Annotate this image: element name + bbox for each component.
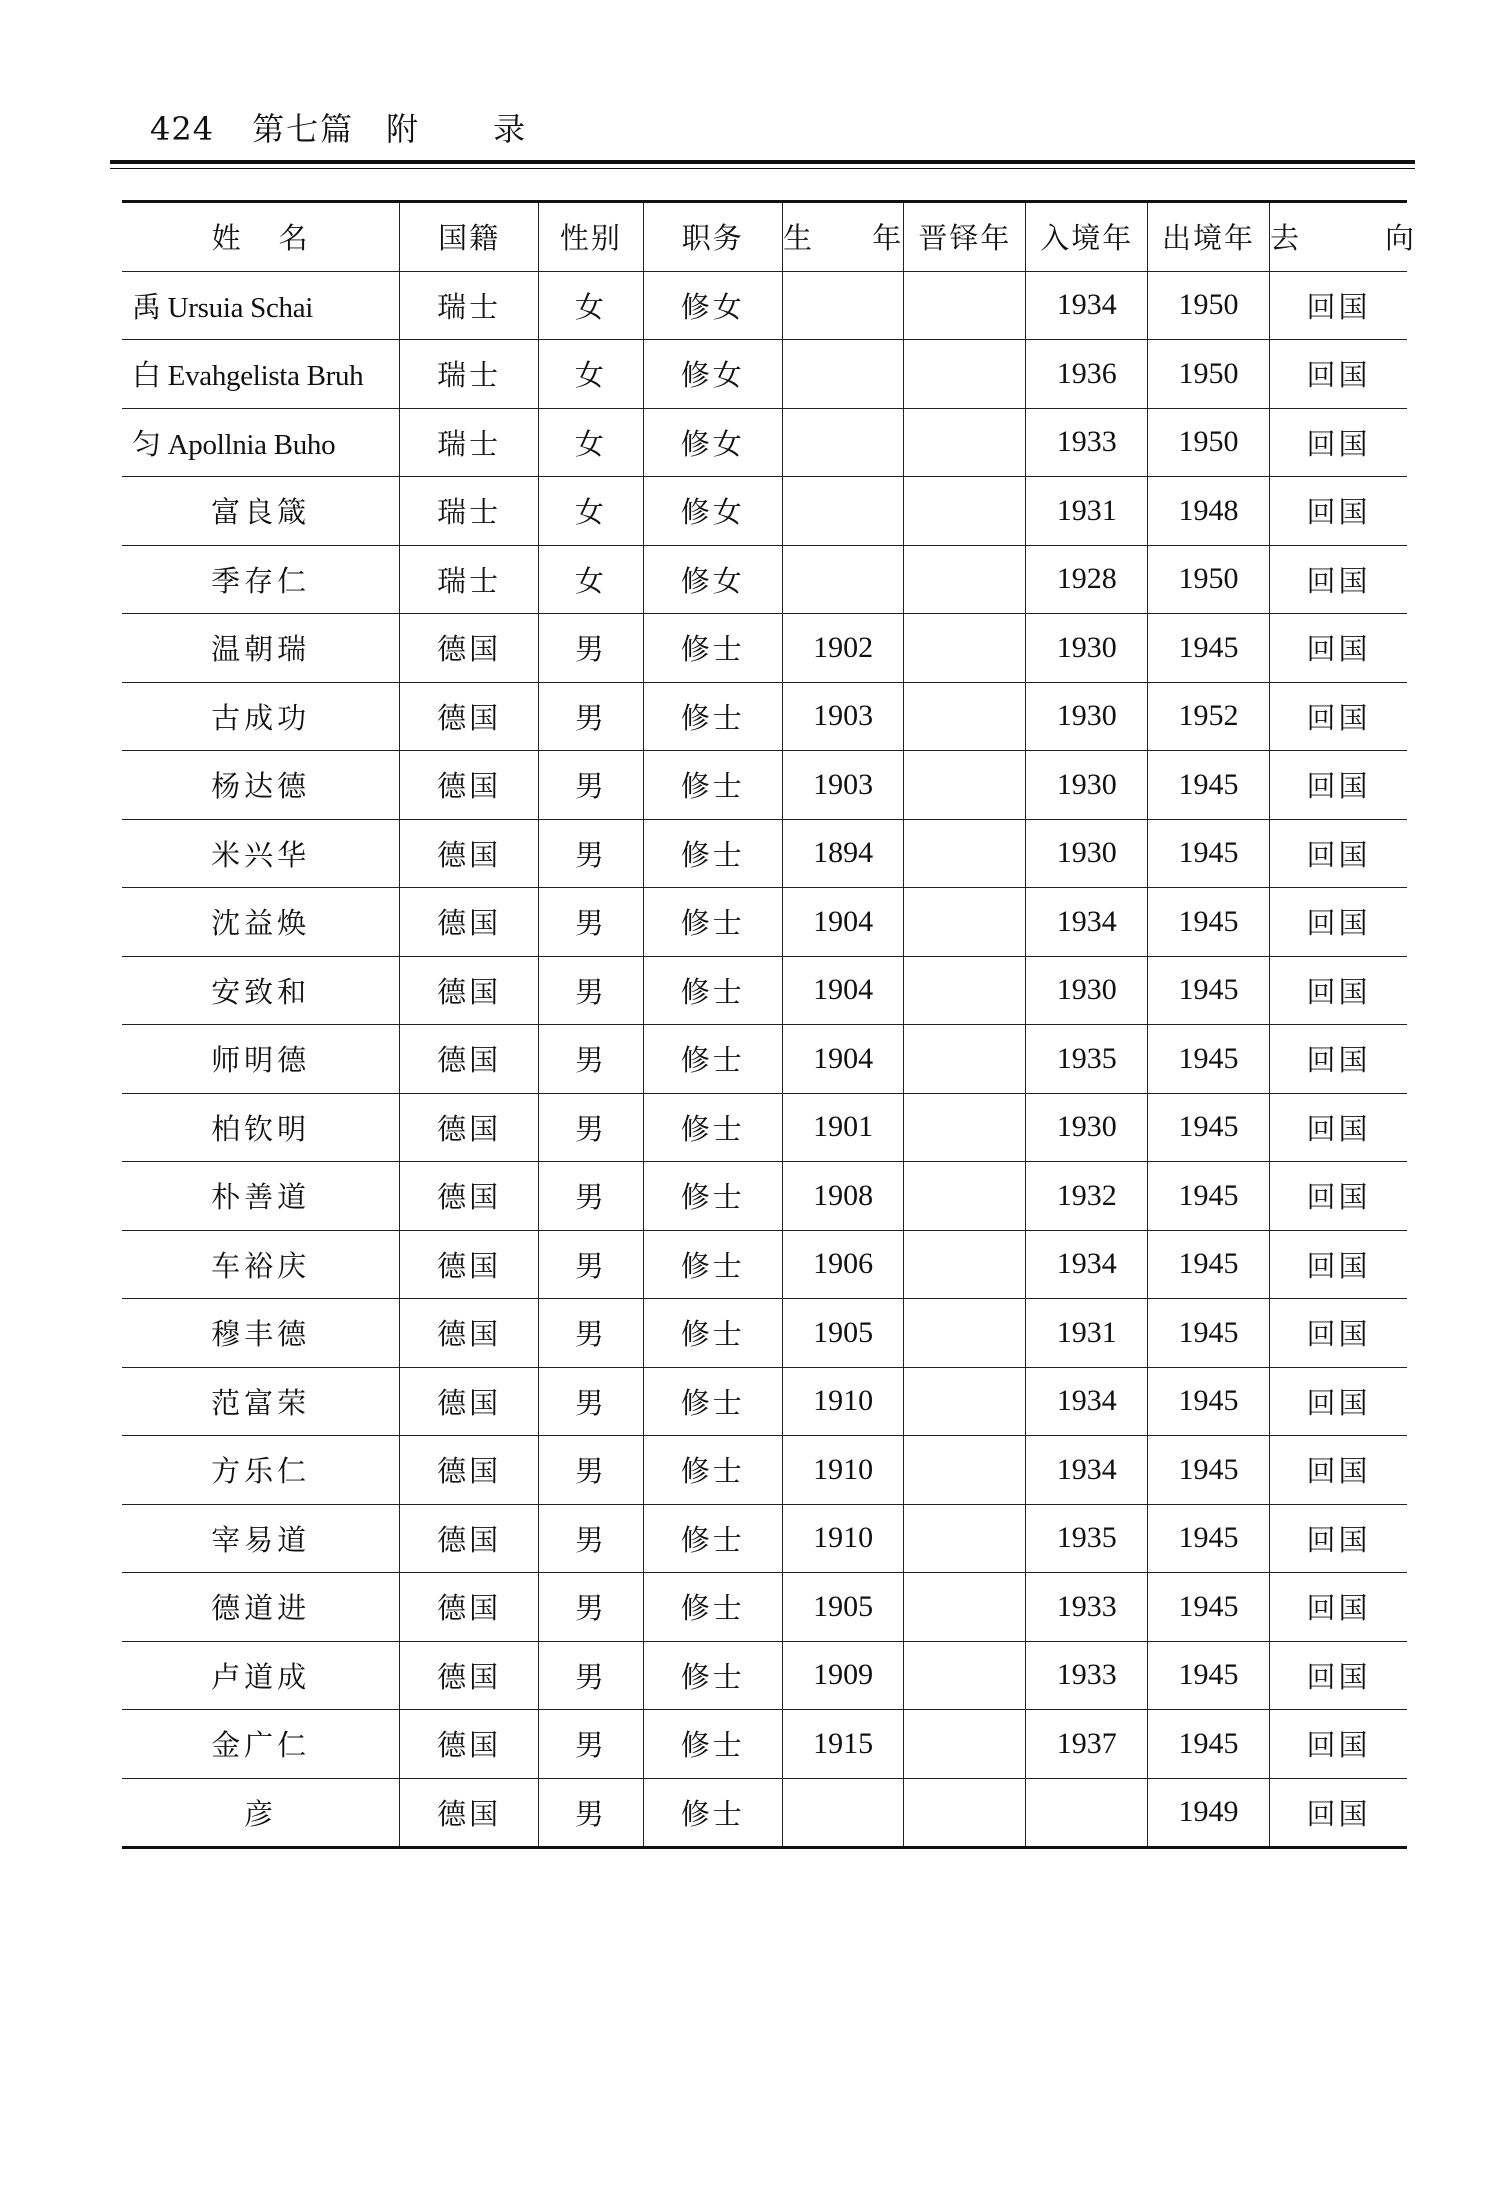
nationality-cell: 德国 <box>400 1436 539 1505</box>
entry-year-cell: 1933 <box>1026 408 1148 477</box>
role-cell: 修女 <box>643 340 782 409</box>
gender-cell: 男 <box>539 1641 644 1710</box>
ordination-year-cell <box>904 956 1026 1025</box>
table-row <box>122 751 1407 820</box>
destination-cell: 回国 <box>1269 1025 1407 1094</box>
ordination-year-cell <box>904 888 1026 957</box>
ordination-year-cell <box>904 751 1026 820</box>
destination-cell: 回国 <box>1269 1504 1407 1573</box>
role-cell: 修士 <box>643 1230 782 1299</box>
role-cell: 修士 <box>643 682 782 751</box>
column-header-exit: 出境年 <box>1148 202 1270 272</box>
table-row <box>122 545 1407 614</box>
role-cell: 修士 <box>643 1025 782 1094</box>
exit-year-cell: 1950 <box>1148 408 1270 477</box>
exit-year-cell: 1949 <box>1148 1778 1270 1848</box>
name-cell: 季存仁 <box>122 545 400 614</box>
table-row <box>122 819 1407 888</box>
ordination-year-cell <box>904 1436 1026 1505</box>
gender-cell: 男 <box>539 1436 644 1505</box>
section-title-char-2: 录 <box>493 110 527 148</box>
ordination-year-cell <box>904 1641 1026 1710</box>
exit-year-cell: 1945 <box>1148 1162 1270 1231</box>
entry-year-cell <box>1026 1778 1148 1848</box>
gender-cell: 男 <box>539 888 644 957</box>
column-header-name-char-2: 名 <box>278 221 310 256</box>
born-year-cell: 1905 <box>782 1573 904 1642</box>
nationality-cell: 德国 <box>400 614 539 683</box>
ordination-year-cell <box>904 1504 1026 1573</box>
column-header-role: 职务 <box>643 202 782 272</box>
born-year-cell: 1894 <box>782 819 904 888</box>
exit-year-cell: 1945 <box>1148 1436 1270 1505</box>
born-year-cell: 1904 <box>782 888 904 957</box>
name-cell: 匀 Apollnia Buho <box>122 408 400 477</box>
destination-cell: 回国 <box>1269 1778 1407 1848</box>
destination-cell: 回国 <box>1269 1299 1407 1368</box>
part-title: 第七篇 <box>252 110 355 148</box>
entry-year-cell: 1932 <box>1026 1162 1148 1231</box>
born-year-cell: 1905 <box>782 1299 904 1368</box>
nationality-cell: 德国 <box>400 751 539 820</box>
entry-year-cell: 1928 <box>1026 545 1148 614</box>
column-header-name-char-1: 姓 <box>211 221 243 256</box>
destination-cell: 回国 <box>1269 1641 1407 1710</box>
gender-cell: 女 <box>539 340 644 409</box>
exit-year-cell: 1950 <box>1148 340 1270 409</box>
role-cell: 修士 <box>643 1778 782 1848</box>
table-row <box>122 1573 1407 1642</box>
nationality-cell: 瑞士 <box>400 271 539 340</box>
born-year-cell <box>782 1778 904 1848</box>
table-row <box>122 1436 1407 1505</box>
name-cell: 彦 <box>122 1778 400 1848</box>
exit-year-cell: 1945 <box>1148 1025 1270 1094</box>
entry-year-cell: 1935 <box>1026 1504 1148 1573</box>
missionary-roster-table <box>122 200 1416 1849</box>
born-year-cell: 1904 <box>782 956 904 1025</box>
section-title-char-1: 附 <box>386 110 420 148</box>
gender-cell: 男 <box>539 1230 644 1299</box>
ordination-year-cell <box>904 340 1026 409</box>
role-cell: 修士 <box>643 1162 782 1231</box>
role-cell: 修士 <box>643 1641 782 1710</box>
table-row <box>122 1025 1407 1094</box>
entry-year-cell: 1937 <box>1026 1710 1148 1779</box>
entry-year-cell: 1936 <box>1026 340 1148 409</box>
destination-cell: 回国 <box>1269 1162 1407 1231</box>
destination-cell: 回国 <box>1269 1230 1407 1299</box>
entry-year-cell: 1931 <box>1026 1299 1148 1368</box>
name-cell: 穆丰德 <box>122 1299 400 1368</box>
destination-cell: 回国 <box>1269 614 1407 683</box>
exit-year-cell: 1950 <box>1148 545 1270 614</box>
exit-year-cell: 1945 <box>1148 1641 1270 1710</box>
nationality-cell: 德国 <box>400 1778 539 1848</box>
gender-cell: 男 <box>539 956 644 1025</box>
column-header-ordained: 晋铎年 <box>904 202 1026 272</box>
gender-cell: 女 <box>539 545 644 614</box>
nationality-cell: 德国 <box>400 682 539 751</box>
gender-cell: 男 <box>539 1778 644 1848</box>
role-cell: 修女 <box>643 408 782 477</box>
born-year-cell <box>782 271 904 340</box>
name-cell: 米兴华 <box>122 819 400 888</box>
gender-cell: 男 <box>539 1504 644 1573</box>
destination-cell: 回国 <box>1269 340 1407 409</box>
name-cell: 富良箴 <box>122 477 400 546</box>
exit-year-cell: 1945 <box>1148 1093 1270 1162</box>
exit-year-cell: 1952 <box>1148 682 1270 751</box>
ordination-year-cell <box>904 545 1026 614</box>
role-cell: 修士 <box>643 751 782 820</box>
exit-year-cell: 1945 <box>1148 614 1270 683</box>
nationality-cell: 德国 <box>400 1710 539 1779</box>
nationality-cell: 瑞士 <box>400 408 539 477</box>
born-year-cell: 1903 <box>782 751 904 820</box>
page-number: 424 <box>150 110 215 148</box>
entry-year-cell: 1934 <box>1026 888 1148 957</box>
table-row <box>122 1710 1407 1779</box>
ordination-year-cell <box>904 408 1026 477</box>
nationality-cell: 德国 <box>400 1504 539 1573</box>
role-cell: 修女 <box>643 271 782 340</box>
column-header-name <box>122 202 400 272</box>
ordination-year-cell <box>904 1710 1026 1779</box>
ordination-year-cell <box>904 682 1026 751</box>
nationality-cell: 德国 <box>400 819 539 888</box>
entry-year-cell: 1930 <box>1026 614 1148 683</box>
table-row <box>122 1778 1407 1848</box>
nationality-cell: 德国 <box>400 1093 539 1162</box>
role-cell: 修士 <box>643 1299 782 1368</box>
exit-year-cell: 1945 <box>1148 1710 1270 1779</box>
column-header-destination <box>1269 202 1416 272</box>
table-row <box>122 1230 1407 1299</box>
name-cell: 温朝瑞 <box>122 614 400 683</box>
destination-cell: 回国 <box>1269 545 1407 614</box>
destination-cell: 回国 <box>1269 1710 1407 1779</box>
born-year-cell: 1908 <box>782 1162 904 1231</box>
table-row <box>122 1641 1407 1710</box>
ordination-year-cell <box>904 1367 1026 1436</box>
nationality-cell: 德国 <box>400 1641 539 1710</box>
born-year-cell: 1910 <box>782 1504 904 1573</box>
table-row <box>122 614 1407 683</box>
name-cell: 古成功 <box>122 682 400 751</box>
destination-cell: 回国 <box>1269 888 1407 957</box>
born-year-cell <box>782 545 904 614</box>
ordination-year-cell <box>904 1162 1026 1231</box>
exit-year-cell: 1945 <box>1148 956 1270 1025</box>
gender-cell: 男 <box>539 819 644 888</box>
header-rule-thick <box>110 160 1415 164</box>
destination-cell: 回国 <box>1269 956 1407 1025</box>
ordination-year-cell <box>904 1573 1026 1642</box>
entry-year-cell: 1930 <box>1026 751 1148 820</box>
gender-cell: 男 <box>539 1299 644 1368</box>
born-year-cell <box>782 477 904 546</box>
header-rule-thin <box>110 168 1415 169</box>
name-cell: 禹 Ursuia Schai <box>122 271 400 340</box>
destination-cell: 回国 <box>1269 477 1407 546</box>
ordination-year-cell <box>904 614 1026 683</box>
ordination-year-cell <box>904 1025 1026 1094</box>
exit-year-cell: 1945 <box>1148 1299 1270 1368</box>
column-header-born-char-2: 年 <box>872 221 904 256</box>
gender-cell: 男 <box>539 1025 644 1094</box>
role-cell: 修士 <box>643 1710 782 1779</box>
entry-year-cell: 1935 <box>1026 1025 1148 1094</box>
ordination-year-cell <box>904 819 1026 888</box>
table-row <box>122 271 1407 340</box>
page-header <box>150 104 526 154</box>
table-row <box>122 1504 1407 1573</box>
exit-year-cell: 1945 <box>1148 1367 1270 1436</box>
entry-year-cell: 1930 <box>1026 819 1148 888</box>
nationality-cell: 德国 <box>400 1367 539 1436</box>
name-cell: 范富荣 <box>122 1367 400 1436</box>
exit-year-cell: 1948 <box>1148 477 1270 546</box>
nationality-cell: 德国 <box>400 888 539 957</box>
gender-cell: 男 <box>539 1573 644 1642</box>
table-row <box>122 1299 1407 1368</box>
destination-cell: 回国 <box>1269 751 1407 820</box>
column-header-destination-char-1: 去 <box>1269 221 1301 256</box>
exit-year-cell: 1945 <box>1148 1573 1270 1642</box>
destination-cell: 回国 <box>1269 271 1407 340</box>
role-cell: 修士 <box>643 1573 782 1642</box>
gender-cell: 男 <box>539 614 644 683</box>
exit-year-cell: 1950 <box>1148 271 1270 340</box>
born-year-cell: 1902 <box>782 614 904 683</box>
name-cell: 卢道成 <box>122 1641 400 1710</box>
role-cell: 修士 <box>643 1504 782 1573</box>
role-cell: 修女 <box>643 477 782 546</box>
born-year-cell: 1906 <box>782 1230 904 1299</box>
nationality-cell: 德国 <box>400 1162 539 1231</box>
exit-year-cell: 1945 <box>1148 888 1270 957</box>
ordination-year-cell <box>904 271 1026 340</box>
role-cell: 修士 <box>643 956 782 1025</box>
name-cell: 宰易道 <box>122 1504 400 1573</box>
table-header-row <box>122 202 1407 272</box>
gender-cell: 女 <box>539 408 644 477</box>
role-cell: 修女 <box>643 545 782 614</box>
nationality-cell: 德国 <box>400 1230 539 1299</box>
nationality-cell: 德国 <box>400 1025 539 1094</box>
ordination-year-cell <box>904 1299 1026 1368</box>
ordination-year-cell <box>904 1778 1026 1848</box>
column-header-born-char-1: 生 <box>783 221 815 256</box>
table-row <box>122 888 1407 957</box>
destination-cell: 回国 <box>1269 1093 1407 1162</box>
nationality-cell: 瑞士 <box>400 545 539 614</box>
name-cell: 德道进 <box>122 1573 400 1642</box>
ordination-year-cell <box>904 1230 1026 1299</box>
entry-year-cell: 1934 <box>1026 1367 1148 1436</box>
table-row <box>122 408 1407 477</box>
nationality-cell: 德国 <box>400 956 539 1025</box>
gender-cell: 男 <box>539 1710 644 1779</box>
gender-cell: 女 <box>539 477 644 546</box>
destination-cell: 回国 <box>1269 1573 1407 1642</box>
destination-cell: 回国 <box>1269 682 1407 751</box>
gender-cell: 男 <box>539 1367 644 1436</box>
destination-cell: 回国 <box>1269 819 1407 888</box>
entry-year-cell: 1934 <box>1026 271 1148 340</box>
entry-year-cell: 1933 <box>1026 1641 1148 1710</box>
entry-year-cell: 1930 <box>1026 682 1148 751</box>
table-row <box>122 1162 1407 1231</box>
name-cell: 师明德 <box>122 1025 400 1094</box>
gender-cell: 女 <box>539 271 644 340</box>
nationality-cell: 瑞士 <box>400 477 539 546</box>
exit-year-cell: 1945 <box>1148 819 1270 888</box>
entry-year-cell: 1930 <box>1026 1093 1148 1162</box>
gender-cell: 男 <box>539 1162 644 1231</box>
table-row <box>122 340 1407 409</box>
column-header-gender: 性别 <box>539 202 644 272</box>
table-row <box>122 477 1407 546</box>
role-cell: 修士 <box>643 888 782 957</box>
born-year-cell: 1909 <box>782 1641 904 1710</box>
nationality-cell: 德国 <box>400 1299 539 1368</box>
role-cell: 修士 <box>643 1367 782 1436</box>
born-year-cell: 1910 <box>782 1436 904 1505</box>
destination-cell: 回国 <box>1269 1436 1407 1505</box>
name-cell: 沈益焕 <box>122 888 400 957</box>
column-header-destination-char-2: 向 <box>1384 221 1416 256</box>
born-year-cell: 1901 <box>782 1093 904 1162</box>
role-cell: 修士 <box>643 1093 782 1162</box>
exit-year-cell: 1945 <box>1148 1230 1270 1299</box>
name-cell: 白 Evahgelista Bruh <box>122 340 400 409</box>
born-year-cell <box>782 340 904 409</box>
entry-year-cell: 1934 <box>1026 1230 1148 1299</box>
nationality-cell: 德国 <box>400 1573 539 1642</box>
name-cell: 金广仁 <box>122 1710 400 1779</box>
born-year-cell <box>782 408 904 477</box>
name-cell: 杨达德 <box>122 751 400 820</box>
exit-year-cell: 1945 <box>1148 751 1270 820</box>
exit-year-cell: 1945 <box>1148 1504 1270 1573</box>
born-year-cell: 1903 <box>782 682 904 751</box>
role-cell: 修士 <box>643 614 782 683</box>
entry-year-cell: 1930 <box>1026 956 1148 1025</box>
table-row <box>122 1093 1407 1162</box>
name-cell: 安致和 <box>122 956 400 1025</box>
table-row <box>122 956 1407 1025</box>
entry-year-cell: 1931 <box>1026 477 1148 546</box>
born-year-cell: 1910 <box>782 1367 904 1436</box>
role-cell: 修士 <box>643 1436 782 1505</box>
gender-cell: 男 <box>539 751 644 820</box>
table-row <box>122 1367 1407 1436</box>
column-header-born <box>782 202 904 272</box>
ordination-year-cell <box>904 477 1026 546</box>
column-header-entry: 入境年 <box>1026 202 1148 272</box>
destination-cell: 回国 <box>1269 408 1407 477</box>
nationality-cell: 瑞士 <box>400 340 539 409</box>
column-header-nationality: 国籍 <box>400 202 539 272</box>
name-cell: 车裕庆 <box>122 1230 400 1299</box>
role-cell: 修士 <box>643 819 782 888</box>
name-cell: 柏钦明 <box>122 1093 400 1162</box>
born-year-cell: 1904 <box>782 1025 904 1094</box>
destination-cell: 回国 <box>1269 1367 1407 1436</box>
ordination-year-cell <box>904 1093 1026 1162</box>
entry-year-cell: 1934 <box>1026 1436 1148 1505</box>
gender-cell: 男 <box>539 1093 644 1162</box>
name-cell: 方乐仁 <box>122 1436 400 1505</box>
entry-year-cell: 1933 <box>1026 1573 1148 1642</box>
gender-cell: 男 <box>539 682 644 751</box>
table-row <box>122 682 1407 751</box>
born-year-cell: 1915 <box>782 1710 904 1779</box>
name-cell: 朴善道 <box>122 1162 400 1231</box>
